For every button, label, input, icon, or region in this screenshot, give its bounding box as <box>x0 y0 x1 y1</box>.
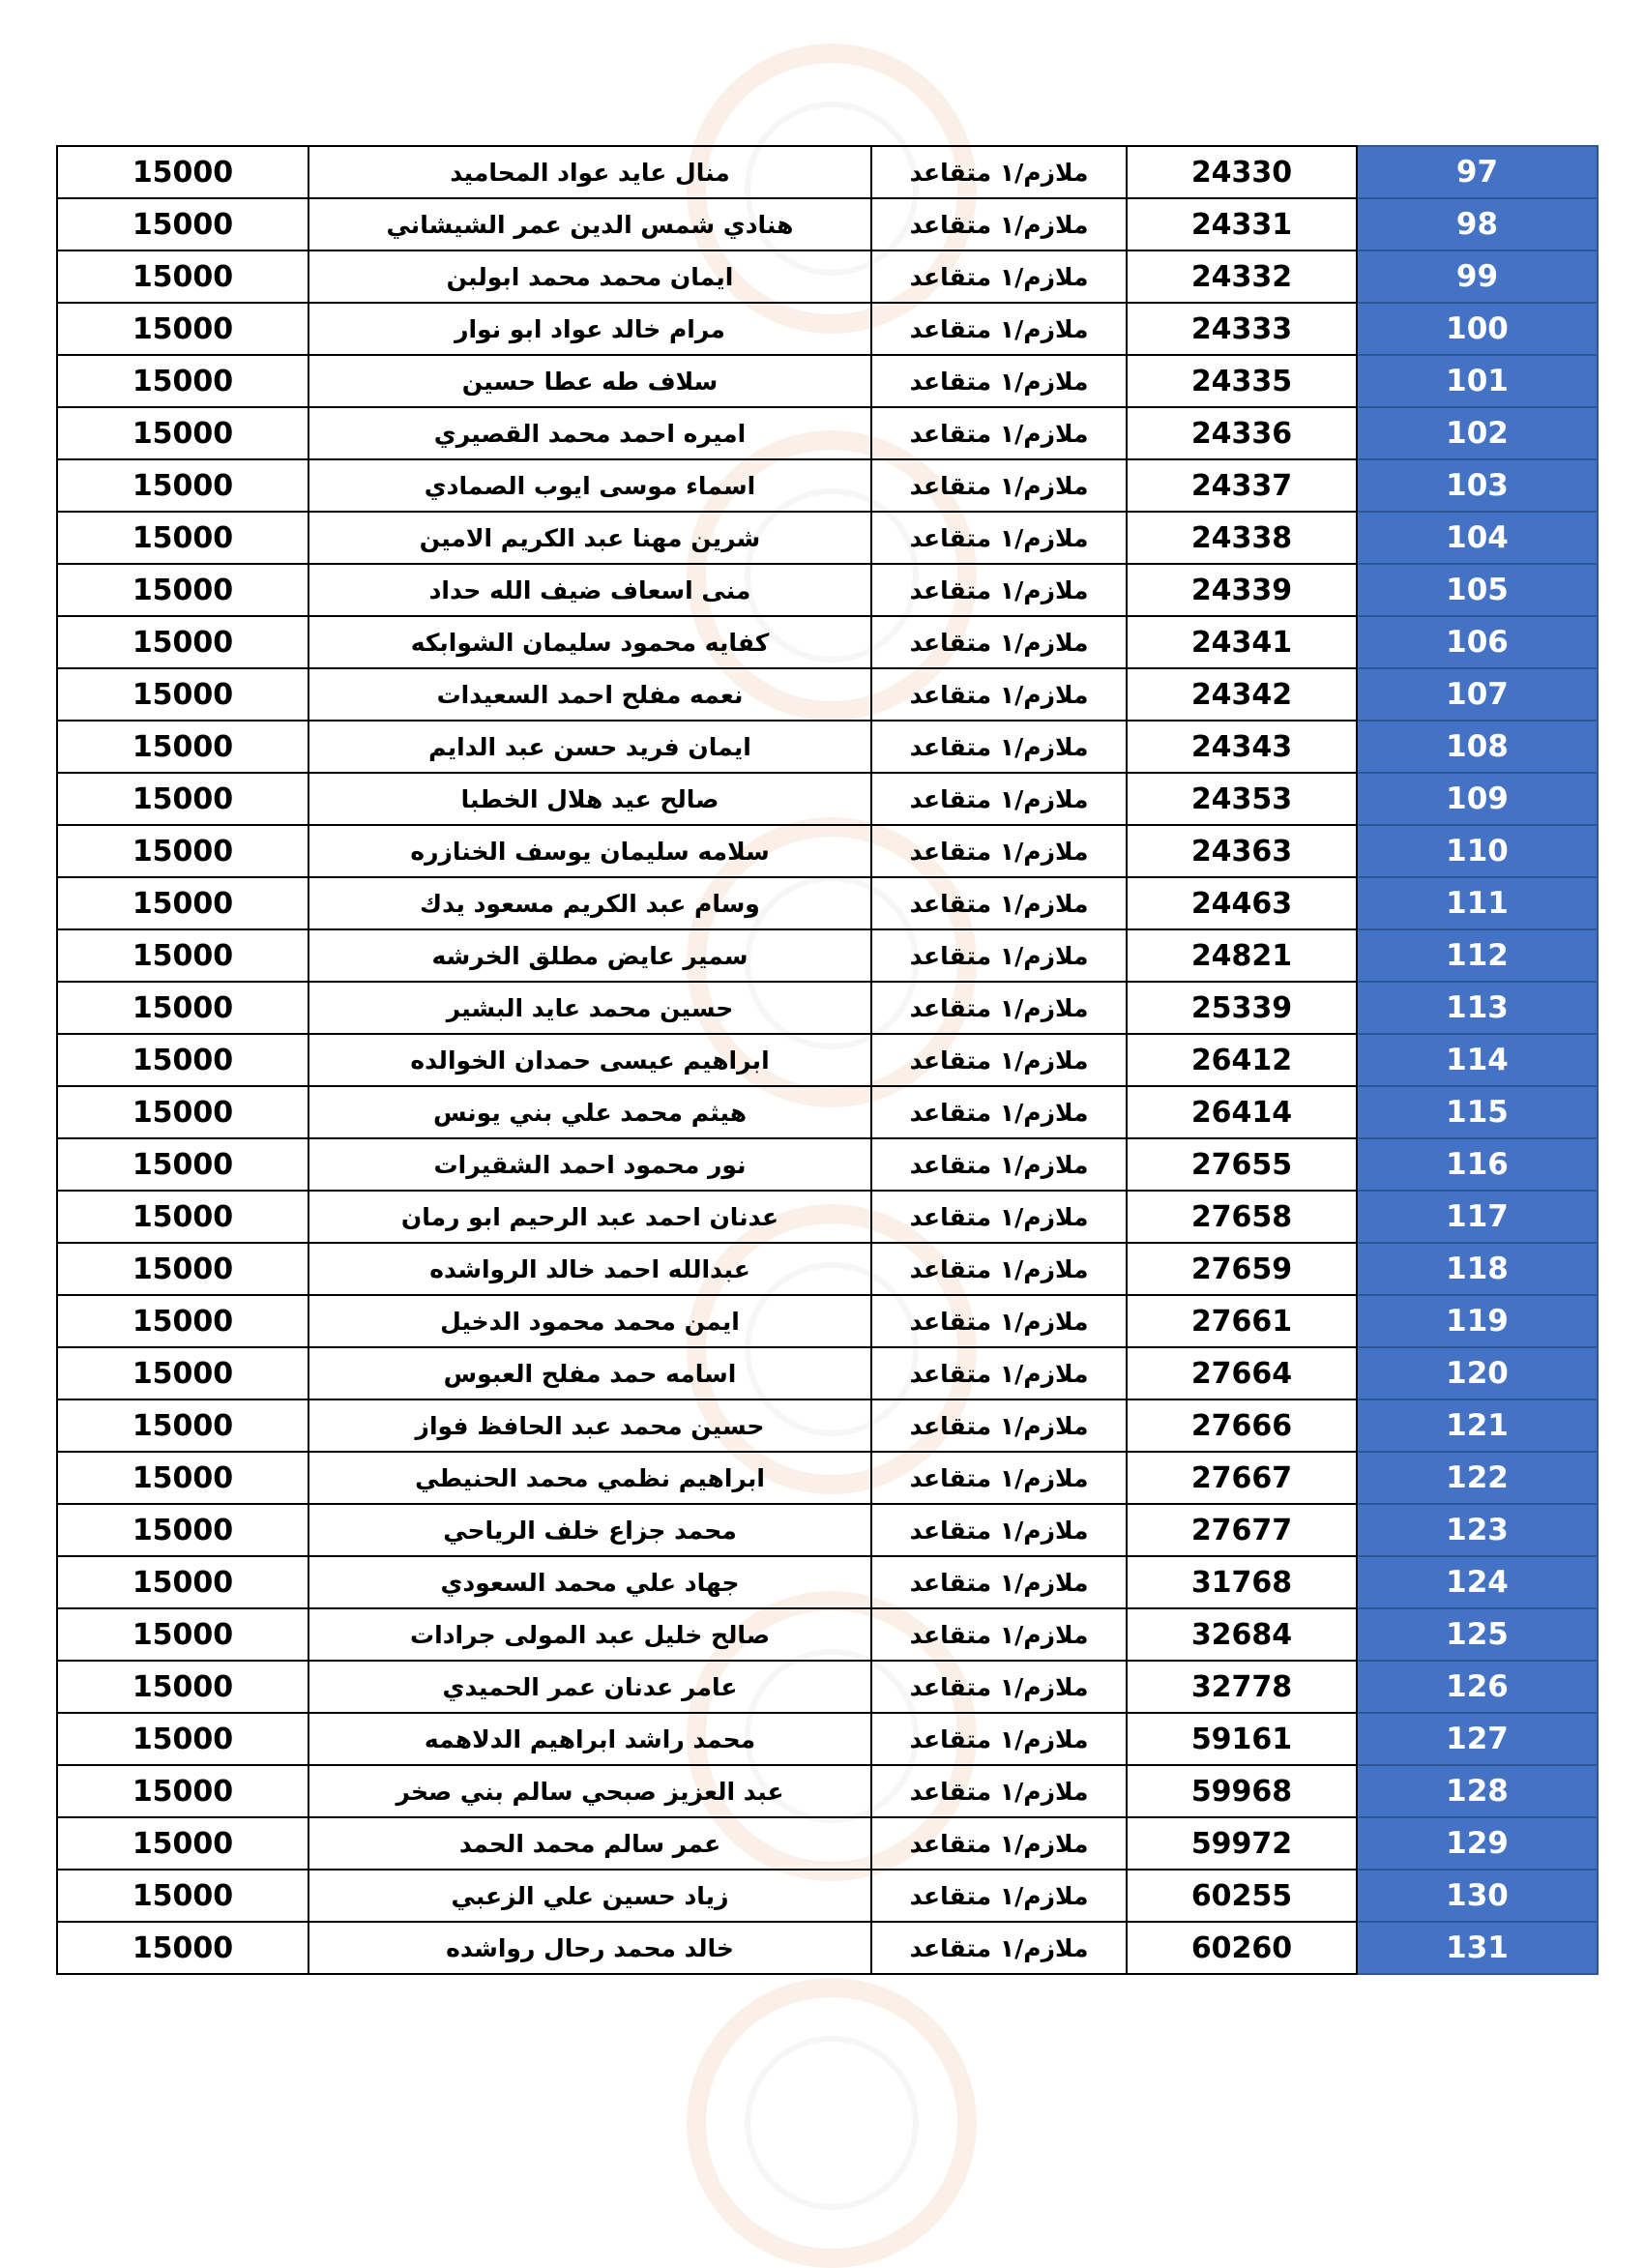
table-row <box>57 198 1598 250</box>
id-number-cell: 24337 <box>1127 459 1357 512</box>
id-number-cell: 59161 <box>1127 1713 1357 1765</box>
retirees-table <box>56 145 1599 1975</box>
sequence-number-cell: 108 <box>1357 721 1598 773</box>
table-row <box>57 1034 1598 1086</box>
rank-cell: ملازم/١ متقاعد <box>871 146 1127 198</box>
table-row <box>57 303 1598 355</box>
rank-cell: ملازم/١ متقاعد <box>871 1922 1127 1974</box>
amount-cell: 15000 <box>57 355 308 407</box>
id-number-cell: 26414 <box>1127 1086 1357 1138</box>
amount-cell: 15000 <box>57 1556 308 1608</box>
name-cell: كفايه محمود سليمان الشوابكه <box>308 616 871 668</box>
table-row <box>57 1765 1598 1817</box>
id-number-cell: 31768 <box>1127 1556 1357 1608</box>
rank-cell: ملازم/١ متقاعد <box>871 616 1127 668</box>
amount-cell: 15000 <box>57 982 308 1034</box>
id-number-cell: 24341 <box>1127 616 1357 668</box>
sequence-number-cell: 116 <box>1357 1138 1598 1191</box>
amount-cell: 15000 <box>57 1399 308 1452</box>
table-row <box>57 1138 1598 1191</box>
name-cell: مرام خالد عواد ابو نوار <box>308 303 871 355</box>
amount-cell: 15000 <box>57 1765 308 1817</box>
sequence-number-cell: 109 <box>1357 773 1598 825</box>
name-cell: اسماء موسى ايوب الصمادي <box>308 459 871 512</box>
rank-cell: ملازم/١ متقاعد <box>871 355 1127 407</box>
amount-cell: 15000 <box>57 1347 308 1399</box>
table-row <box>57 1347 1598 1399</box>
amount-cell: 15000 <box>57 1817 308 1870</box>
table-row <box>57 459 1598 512</box>
table-row <box>57 982 1598 1034</box>
sequence-number-cell: 120 <box>1357 1347 1598 1399</box>
id-number-cell: 27661 <box>1127 1295 1357 1347</box>
amount-cell: 15000 <box>57 459 308 512</box>
amount-cell: 15000 <box>57 407 308 459</box>
amount-cell: 15000 <box>57 616 308 668</box>
sequence-number-cell: 118 <box>1357 1243 1598 1295</box>
name-cell: محمد راشد ابراهيم الدلاهمه <box>308 1713 871 1765</box>
sequence-number-cell: 124 <box>1357 1556 1598 1608</box>
table-row <box>57 146 1598 198</box>
amount-cell: 15000 <box>57 1138 308 1191</box>
name-cell: عدنان احمد عبد الرحيم ابو رمان <box>308 1191 871 1243</box>
rank-cell: ملازم/١ متقاعد <box>871 668 1127 721</box>
name-cell: سلاف طه عطا حسين <box>308 355 871 407</box>
id-number-cell: 24333 <box>1127 303 1357 355</box>
table-row <box>57 1870 1598 1922</box>
amount-cell: 15000 <box>57 303 308 355</box>
sequence-number-cell: 126 <box>1357 1661 1598 1713</box>
sequence-number-cell: 97 <box>1357 146 1598 198</box>
name-cell: ايمان محمد محمد ابولبن <box>308 250 871 303</box>
rank-cell: ملازم/١ متقاعد <box>871 1556 1127 1608</box>
rank-cell: ملازم/١ متقاعد <box>871 1713 1127 1765</box>
id-number-cell: 59968 <box>1127 1765 1357 1817</box>
name-cell: ايمن محمد محمود الدخيل <box>308 1295 871 1347</box>
rank-cell: ملازم/١ متقاعد <box>871 929 1127 982</box>
id-number-cell: 24353 <box>1127 773 1357 825</box>
rank-cell: ملازم/١ متقاعد <box>871 1452 1127 1504</box>
table-row <box>57 512 1598 564</box>
id-number-cell: 27659 <box>1127 1243 1357 1295</box>
id-number-cell: 24330 <box>1127 146 1357 198</box>
sequence-number-cell: 106 <box>1357 616 1598 668</box>
rank-cell: ملازم/١ متقاعد <box>871 1347 1127 1399</box>
amount-cell: 15000 <box>57 146 308 198</box>
id-number-cell: 60255 <box>1127 1870 1357 1922</box>
table-row <box>57 1191 1598 1243</box>
sequence-number-cell: 122 <box>1357 1452 1598 1504</box>
clock-logo-watermark-icon <box>687 1978 977 2268</box>
name-cell: شرين مهنا عبد الكريم الامين <box>308 512 871 564</box>
name-cell: وسام عبد الكريم مسعود يدك <box>308 877 871 929</box>
name-cell: ايمان فريد حسن عبد الدايم <box>308 721 871 773</box>
id-number-cell: 32684 <box>1127 1608 1357 1661</box>
rank-cell: ملازم/١ متقاعد <box>871 1138 1127 1191</box>
table-row <box>57 564 1598 616</box>
rank-cell: ملازم/١ متقاعد <box>871 982 1127 1034</box>
rank-cell: ملازم/١ متقاعد <box>871 512 1127 564</box>
amount-cell: 15000 <box>57 1608 308 1661</box>
id-number-cell: 24463 <box>1127 877 1357 929</box>
retirees-table-body <box>57 146 1598 1974</box>
id-number-cell: 24343 <box>1127 721 1357 773</box>
table-row <box>57 1556 1598 1608</box>
name-cell: ابراهيم عيسى حمدان الخوالده <box>308 1034 871 1086</box>
amount-cell: 15000 <box>57 721 308 773</box>
table-row <box>57 250 1598 303</box>
table-row <box>57 773 1598 825</box>
name-cell: نور محمود احمد الشقيرات <box>308 1138 871 1191</box>
table-row <box>57 668 1598 721</box>
id-number-cell: 59972 <box>1127 1817 1357 1870</box>
rank-cell: ملازم/١ متقاعد <box>871 1870 1127 1922</box>
rank-cell: ملازم/١ متقاعد <box>871 564 1127 616</box>
amount-cell: 15000 <box>57 929 308 982</box>
table-row <box>57 1661 1598 1713</box>
rank-cell: ملازم/١ متقاعد <box>871 1399 1127 1452</box>
table-row <box>57 1086 1598 1138</box>
amount-cell: 15000 <box>57 773 308 825</box>
name-cell: منى اسعاف ضيف الله حداد <box>308 564 871 616</box>
rank-cell: ملازم/١ متقاعد <box>871 877 1127 929</box>
name-cell: اسامه حمد مفلح العبوس <box>308 1347 871 1399</box>
amount-cell: 15000 <box>57 1504 308 1556</box>
name-cell: سلامه سليمان يوسف الخنازره <box>308 825 871 877</box>
amount-cell: 15000 <box>57 564 308 616</box>
id-number-cell: 27677 <box>1127 1504 1357 1556</box>
name-cell: جهاد علي محمد السعودي <box>308 1556 871 1608</box>
amount-cell: 15000 <box>57 1870 308 1922</box>
id-number-cell: 27664 <box>1127 1347 1357 1399</box>
sequence-number-cell: 100 <box>1357 303 1598 355</box>
sequence-number-cell: 105 <box>1357 564 1598 616</box>
sequence-number-cell: 98 <box>1357 198 1598 250</box>
amount-cell: 15000 <box>57 250 308 303</box>
id-number-cell: 24331 <box>1127 198 1357 250</box>
amount-cell: 15000 <box>57 1243 308 1295</box>
amount-cell: 15000 <box>57 1713 308 1765</box>
amount-cell: 15000 <box>57 1452 308 1504</box>
sequence-number-cell: 119 <box>1357 1295 1598 1347</box>
rank-cell: ملازم/١ متقاعد <box>871 303 1127 355</box>
rank-cell: ملازم/١ متقاعد <box>871 1765 1127 1817</box>
id-number-cell: 27667 <box>1127 1452 1357 1504</box>
name-cell: زياد حسين علي الزعبي <box>308 1870 871 1922</box>
amount-cell: 15000 <box>57 825 308 877</box>
rank-cell: ملازم/١ متقاعد <box>871 1086 1127 1138</box>
name-cell: عبد العزيز صبحي سالم بني صخر <box>308 1765 871 1817</box>
id-number-cell: 24336 <box>1127 407 1357 459</box>
sequence-number-cell: 131 <box>1357 1922 1598 1974</box>
amount-cell: 15000 <box>57 877 308 929</box>
name-cell: صالح عيد هلال الخطبا <box>308 773 871 825</box>
name-cell: محمد جزاع خلف الرياحي <box>308 1504 871 1556</box>
sequence-number-cell: 111 <box>1357 877 1598 929</box>
sequence-number-cell: 102 <box>1357 407 1598 459</box>
sequence-number-cell: 104 <box>1357 512 1598 564</box>
table-row <box>57 1922 1598 1974</box>
rank-cell: ملازم/١ متقاعد <box>871 407 1127 459</box>
id-number-cell: 24335 <box>1127 355 1357 407</box>
name-cell: عبدالله احمد خالد الرواشده <box>308 1243 871 1295</box>
id-number-cell: 24363 <box>1127 825 1357 877</box>
sequence-number-cell: 110 <box>1357 825 1598 877</box>
sequence-number-cell: 130 <box>1357 1870 1598 1922</box>
rank-cell: ملازم/١ متقاعد <box>871 250 1127 303</box>
amount-cell: 15000 <box>57 1034 308 1086</box>
table-row <box>57 721 1598 773</box>
sequence-number-cell: 125 <box>1357 1608 1598 1661</box>
table-row <box>57 616 1598 668</box>
amount-cell: 15000 <box>57 1191 308 1243</box>
table-row <box>57 355 1598 407</box>
name-cell: منال عايد عواد المحاميد <box>308 146 871 198</box>
sequence-number-cell: 99 <box>1357 250 1598 303</box>
table-row <box>57 1713 1598 1765</box>
rank-cell: ملازم/١ متقاعد <box>871 1504 1127 1556</box>
amount-cell: 15000 <box>57 1922 308 1974</box>
name-cell: هيثم محمد علي بني يونس <box>308 1086 871 1138</box>
amount-cell: 15000 <box>57 198 308 250</box>
id-number-cell: 25339 <box>1127 982 1357 1034</box>
id-number-cell: 24821 <box>1127 929 1357 982</box>
id-number-cell: 27658 <box>1127 1191 1357 1243</box>
id-number-cell: 32778 <box>1127 1661 1357 1713</box>
rank-cell: ملازم/١ متقاعد <box>871 1661 1127 1713</box>
table-row <box>57 929 1598 982</box>
amount-cell: 15000 <box>57 1295 308 1347</box>
table-row <box>57 1399 1598 1452</box>
table-row <box>57 1243 1598 1295</box>
rank-cell: ملازم/١ متقاعد <box>871 825 1127 877</box>
sequence-number-cell: 112 <box>1357 929 1598 982</box>
sequence-number-cell: 117 <box>1357 1191 1598 1243</box>
name-cell: عامر عدنان عمر الحميدي <box>308 1661 871 1713</box>
sequence-number-cell: 114 <box>1357 1034 1598 1086</box>
name-cell: صالح خليل عبد المولى جرادات <box>308 1608 871 1661</box>
sequence-number-cell: 115 <box>1357 1086 1598 1138</box>
table-row <box>57 1504 1598 1556</box>
sequence-number-cell: 121 <box>1357 1399 1598 1452</box>
table-row <box>57 1452 1598 1504</box>
rank-cell: ملازم/١ متقاعد <box>871 1817 1127 1870</box>
amount-cell: 15000 <box>57 1086 308 1138</box>
sequence-number-cell: 129 <box>1357 1817 1598 1870</box>
id-number-cell: 26412 <box>1127 1034 1357 1086</box>
table-row <box>57 1608 1598 1661</box>
sequence-number-cell: 123 <box>1357 1504 1598 1556</box>
rank-cell: ملازم/١ متقاعد <box>871 1191 1127 1243</box>
sequence-number-cell: 107 <box>1357 668 1598 721</box>
name-cell: خالد محمد رحال رواشده <box>308 1922 871 1974</box>
sequence-number-cell: 101 <box>1357 355 1598 407</box>
rank-cell: ملازم/١ متقاعد <box>871 1243 1127 1295</box>
name-cell: ابراهيم نظمي محمد الحنيطي <box>308 1452 871 1504</box>
id-number-cell: 27666 <box>1127 1399 1357 1452</box>
name-cell: اميره احمد محمد القصيري <box>308 407 871 459</box>
sequence-number-cell: 103 <box>1357 459 1598 512</box>
name-cell: نعمه مفلح احمد السعيدات <box>308 668 871 721</box>
id-number-cell: 24342 <box>1127 668 1357 721</box>
table-row <box>57 407 1598 459</box>
table-row <box>57 1817 1598 1870</box>
id-number-cell: 24338 <box>1127 512 1357 564</box>
rank-cell: ملازم/١ متقاعد <box>871 1295 1127 1347</box>
id-number-cell: 24339 <box>1127 564 1357 616</box>
rank-cell: ملازم/١ متقاعد <box>871 721 1127 773</box>
rank-cell: ملازم/١ متقاعد <box>871 459 1127 512</box>
name-cell: حسين محمد عبد الحافظ فواز <box>308 1399 871 1452</box>
amount-cell: 15000 <box>57 1661 308 1713</box>
name-cell: عمر سالم محمد الحمد <box>308 1817 871 1870</box>
sequence-number-cell: 113 <box>1357 982 1598 1034</box>
amount-cell: 15000 <box>57 668 308 721</box>
name-cell: حسين محمد عايد البشير <box>308 982 871 1034</box>
sequence-number-cell: 127 <box>1357 1713 1598 1765</box>
sequence-number-cell: 128 <box>1357 1765 1598 1817</box>
table-row <box>57 825 1598 877</box>
rank-cell: ملازم/١ متقاعد <box>871 1034 1127 1086</box>
name-cell: سمير عايض مطلق الخرشه <box>308 929 871 982</box>
rank-cell: ملازم/١ متقاعد <box>871 198 1127 250</box>
id-number-cell: 60260 <box>1127 1922 1357 1974</box>
amount-cell: 15000 <box>57 512 308 564</box>
id-number-cell: 24332 <box>1127 250 1357 303</box>
table-row <box>57 1295 1598 1347</box>
name-cell: هنادي شمس الدين عمر الشيشاني <box>308 198 871 250</box>
table-row <box>57 877 1598 929</box>
id-number-cell: 27655 <box>1127 1138 1357 1191</box>
rank-cell: ملازم/١ متقاعد <box>871 1608 1127 1661</box>
rank-cell: ملازم/١ متقاعد <box>871 773 1127 825</box>
